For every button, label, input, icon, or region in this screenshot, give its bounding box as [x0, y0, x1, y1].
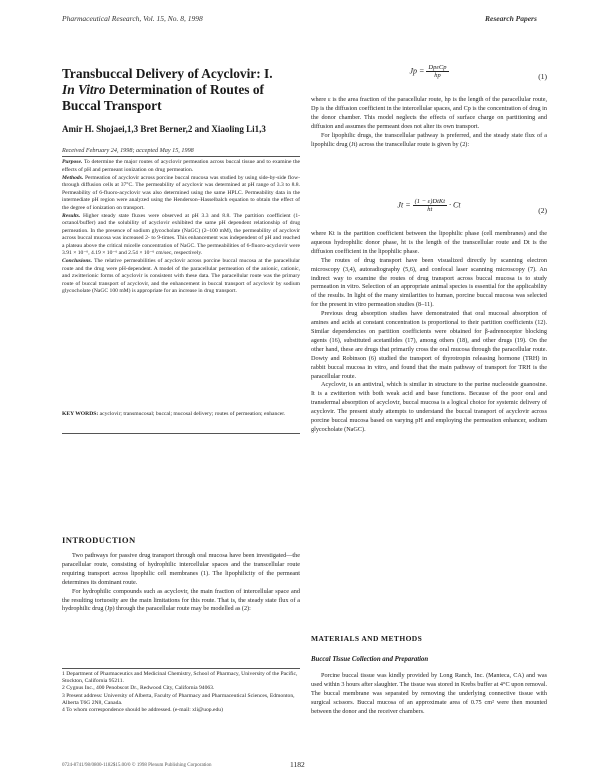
received-dates: Received February 24, 1998; accepted May 15, 1998	[62, 147, 194, 154]
eq1-denominator: hp	[434, 72, 441, 79]
equation-2	[311, 198, 547, 213]
right-paragraph-1: where ε is the area fraction of the paracellular route, hp is the length of the paracellular route, Dp is the diffusion coefficient in the intercellular spaces, and Cp is the concentration of drug in the donor chamber. This model neglects the effects of surface charge on partitioning and diffusion and assumes the permeant does not alter its own transport.	[311, 96, 547, 130]
right-paragraph-7: Porcine buccal tissue was kindly provided by Long Ranch, Inc. (Manteca, CA) and was used within 3 hours after slaughter. The tissue was stored in Krebs buffer at 4°C upon removal. The buccal membrane was separated by removing the underlying connective tissue with surgical scissors. Buccal mucosa of an approximate area of 0.75 cm² were then mounted between the donor and the receiver chambers.	[311, 672, 547, 715]
tissue-subheading: Buccal Tissue Collection and Preparation	[311, 656, 429, 663]
title-line-2	[62, 82, 300, 98]
eq2-rhs: · Ct	[449, 200, 461, 210]
eq2-denominator: ht	[427, 206, 433, 213]
introduction-heading: INTRODUCTION	[62, 535, 136, 545]
keywords-text: acyclovir; transmucosal; buccal; mucosal delivery; routes of permeation; enhancer.	[99, 411, 286, 417]
methods-text: Permeation of acyclovir across porcine buccal mucosa was studied by using side-by-side flow-through diffusion cells at 37°C. The permeability of acyclovir was determined at pH range of 3.3 to 8.8. Permeability of 6-fluoro-acyclovir was also determined using the same HPLC. Permeability data in the intermediate pH region were analyzed using the Henderson–Hasselbalch equation to obtain the effect of the degree of ionization on transport.	[62, 174, 300, 211]
keywords-label: KEY WORDS:	[62, 411, 99, 417]
footnote-3: 3 Present address: University of Alberta, Faculty of Pharmacy and Pharmaceutical Sciences, Edmonton, Alberta T6G 2N8, Canada.	[62, 692, 295, 706]
footnote-4: 4 To whom correspondence should be addressed. (e-mail: xli@uop.edu)	[62, 707, 223, 714]
page-number: 1182	[290, 760, 305, 769]
footnote-2: 2 Cygnus Inc., 400 Penobscot Dr., Redwood City, California 94063.	[62, 685, 215, 692]
abstract	[62, 159, 300, 296]
introduction-body	[62, 552, 300, 614]
conclusions-label: Conclusions.	[62, 258, 93, 264]
right-body-top	[311, 96, 547, 149]
article-title	[62, 66, 300, 114]
eq2-lhs: Jt =	[397, 200, 411, 210]
title-line-1: Transbuccal Delivery of Acyclovir: I.	[62, 66, 273, 81]
title-line-2-rest: Determination of Routes of	[105, 82, 264, 97]
eq2-fraction	[413, 198, 447, 213]
title-line-3: Buccal Transport	[62, 98, 162, 113]
section-label: Research Papers	[485, 14, 537, 23]
right-body-bottom	[311, 672, 547, 717]
eq1-fraction	[426, 64, 448, 79]
eq1-number: (1)	[538, 72, 547, 81]
abstract-results	[62, 213, 300, 258]
abstract-bottom-rule	[62, 433, 300, 434]
right-paragraph-6: Acyclovir, is an antiviral, which is similar in structure to the purine nucleoside guanosine. It is a zwitterion with both weak acid and base functions. Because of the poor oral and transdermal absorption of acyclovir, buccal mucosa is a logical choice for systemic delivery of acyclovir. The present study attempts to understand the buccal transport of acyclovir across porcine buccal mucosa based on varying pH and employing the permeation enhancer, sodium glycocholate (NaGC).	[311, 381, 547, 433]
results-text: Higher steady state fluxes were observed at pH 3.3 and 8.8. The partition coefficient (1-octanol/buffer) and the solubility of acyclovir exhibited the same pH dependent relationship of drug permeation. In the presence of sodium glycocholate (NaGC) (2–100 mM), the permeability of acyclovir across buccal mucosa was increased 2- to 9-times. This enhancement was independent of pH and reached a plateau above the critical micelle concentration of NaGC. The permeabilities of 6-fluoro-acyclovir were 3.91 × 10⁻⁶, 4.19 × 10⁻⁶ and 2.54 × 10⁻⁶ cm/sec, respectively.	[62, 212, 300, 256]
journal-header: Pharmaceutical Research, Vol. 15, No. 8, 1998	[62, 14, 203, 23]
eq2-number: (2)	[538, 206, 547, 215]
equation-1	[311, 64, 547, 79]
conclusions-text: The relative permeabilities of acyclovir across porcine buccal mucosa at the paracellular route and the drug were pH-dependent. A model of the paracellular permeation of the anionic, cationic, and zwitterionic forms of acyclovir is consistent with these data. The paracellular route was the primary route of buccal transport of acyclovir, and the enhancement in buccal transport of acyclovir by sodium glycocholate (NaGC 100 mM) is appropriate for an increase in drug transport.	[62, 258, 300, 294]
footnotes	[62, 671, 300, 714]
eq1-lhs: Jp =	[409, 66, 425, 76]
abstract-top-rule	[62, 156, 300, 157]
footnote-1: 1 Department of Pharmaceutics and Medicinal Chemistry, School of Pharmacy, University of the Pacific, Stockton, California 95211.	[62, 671, 298, 685]
intro-paragraph-1: Two pathways for passive drug transport through oral mucosa have been investigated—the paracellular route, consisting of hydrophilic intercellular spaces and the transcellular route requiring transport across lipophilic cell membranes (1). The lipophilicity of the permeant determines its dominant route.	[62, 552, 300, 586]
abstract-purpose	[62, 159, 300, 174]
right-paragraph-3: where Kt is the partition coefficient between the lipophilic phase (cell membranes) and the aqueous hydrophilic donor phase, ht is the length of the transcellular route and Dt is the diffusion coefficient in the lipophilic phase.	[311, 230, 547, 255]
right-paragraph-4: The routes of drug transport have been visualized directly by scanning electron microscopy (3,4), autoradiography (5,6), and confocal laser scanning microscopy (7). An indirect way to examine the routes of drug transport across buccal mucosa is to study permeation in vitro. Selection of an appropriate animal species is essential for the applicability of the results. In light of the many similarities to human, porcine buccal mucosa was selected for the present in vitro permeation studies (8–11).	[311, 256, 547, 309]
footnote-rule	[62, 668, 300, 669]
intro-paragraph-2: For hydrophilic compounds such as acyclovir, the main fraction of intercellular space and the resulting tortuosity are the main limitations for this route. That is, the steady state flux of a hydrophilic drug (Jp) through the paracellular route may be modelled as (2):	[62, 587, 300, 613]
purpose-label: Purpose.	[62, 159, 83, 165]
keywords	[62, 411, 300, 419]
eq2-numerator: (1 − ε)DtKt	[414, 198, 446, 205]
title-italic: In Vitro	[62, 82, 106, 97]
eq1-numerator: DpεCp	[428, 64, 447, 71]
copyright-line: 0724-8741/98/0800-1182$15.00/0 © 1998 Plenum Publishing Corporation	[62, 763, 212, 768]
right-body-middle	[311, 230, 547, 435]
authors: Amir H. Shojaei,1,3 Bret Berner,2 and Xiaoling Li1,3	[62, 124, 266, 134]
results-label: Results.	[62, 212, 81, 219]
right-paragraph-2: For lipophilic drugs, the transcellular pathway is preferred, and the steady state flux of a lipophilic drug (Jt) across the transcellular route is given by (2):	[311, 131, 547, 148]
right-paragraph-5: Previous drug absorption studies have demonstrated that oral mucosal absorption of amines and acids at constant concentration is proportional to their partition coefficients (12). Similar dependencies on partition coefficients were obtained for β-adrenoceptor blocking agents (16), substituted acetanilides (17), among others (18), and other drugs (19). On the other hand, these are drugs that primarily cross the oral mucosa through the paracellular route. Dowty and Robinson (6) studied the transport of thyrotropin releasing hormone (TRH) in rabbit buccal mucosa in vitro, and found that the main pathway of transport for TRH is the paracellular route.	[311, 310, 547, 380]
abstract-methods	[62, 175, 300, 213]
purpose-text: To determine the major routes of acyclovir permeation across buccal tissue and to examine the effects of pH and permeant ionization on drug permeation.	[62, 159, 300, 173]
methods-label: Methods.	[62, 174, 84, 181]
materials-methods-heading: MATERIALS AND METHODS	[311, 634, 423, 643]
abstract-conclusions	[62, 258, 300, 296]
